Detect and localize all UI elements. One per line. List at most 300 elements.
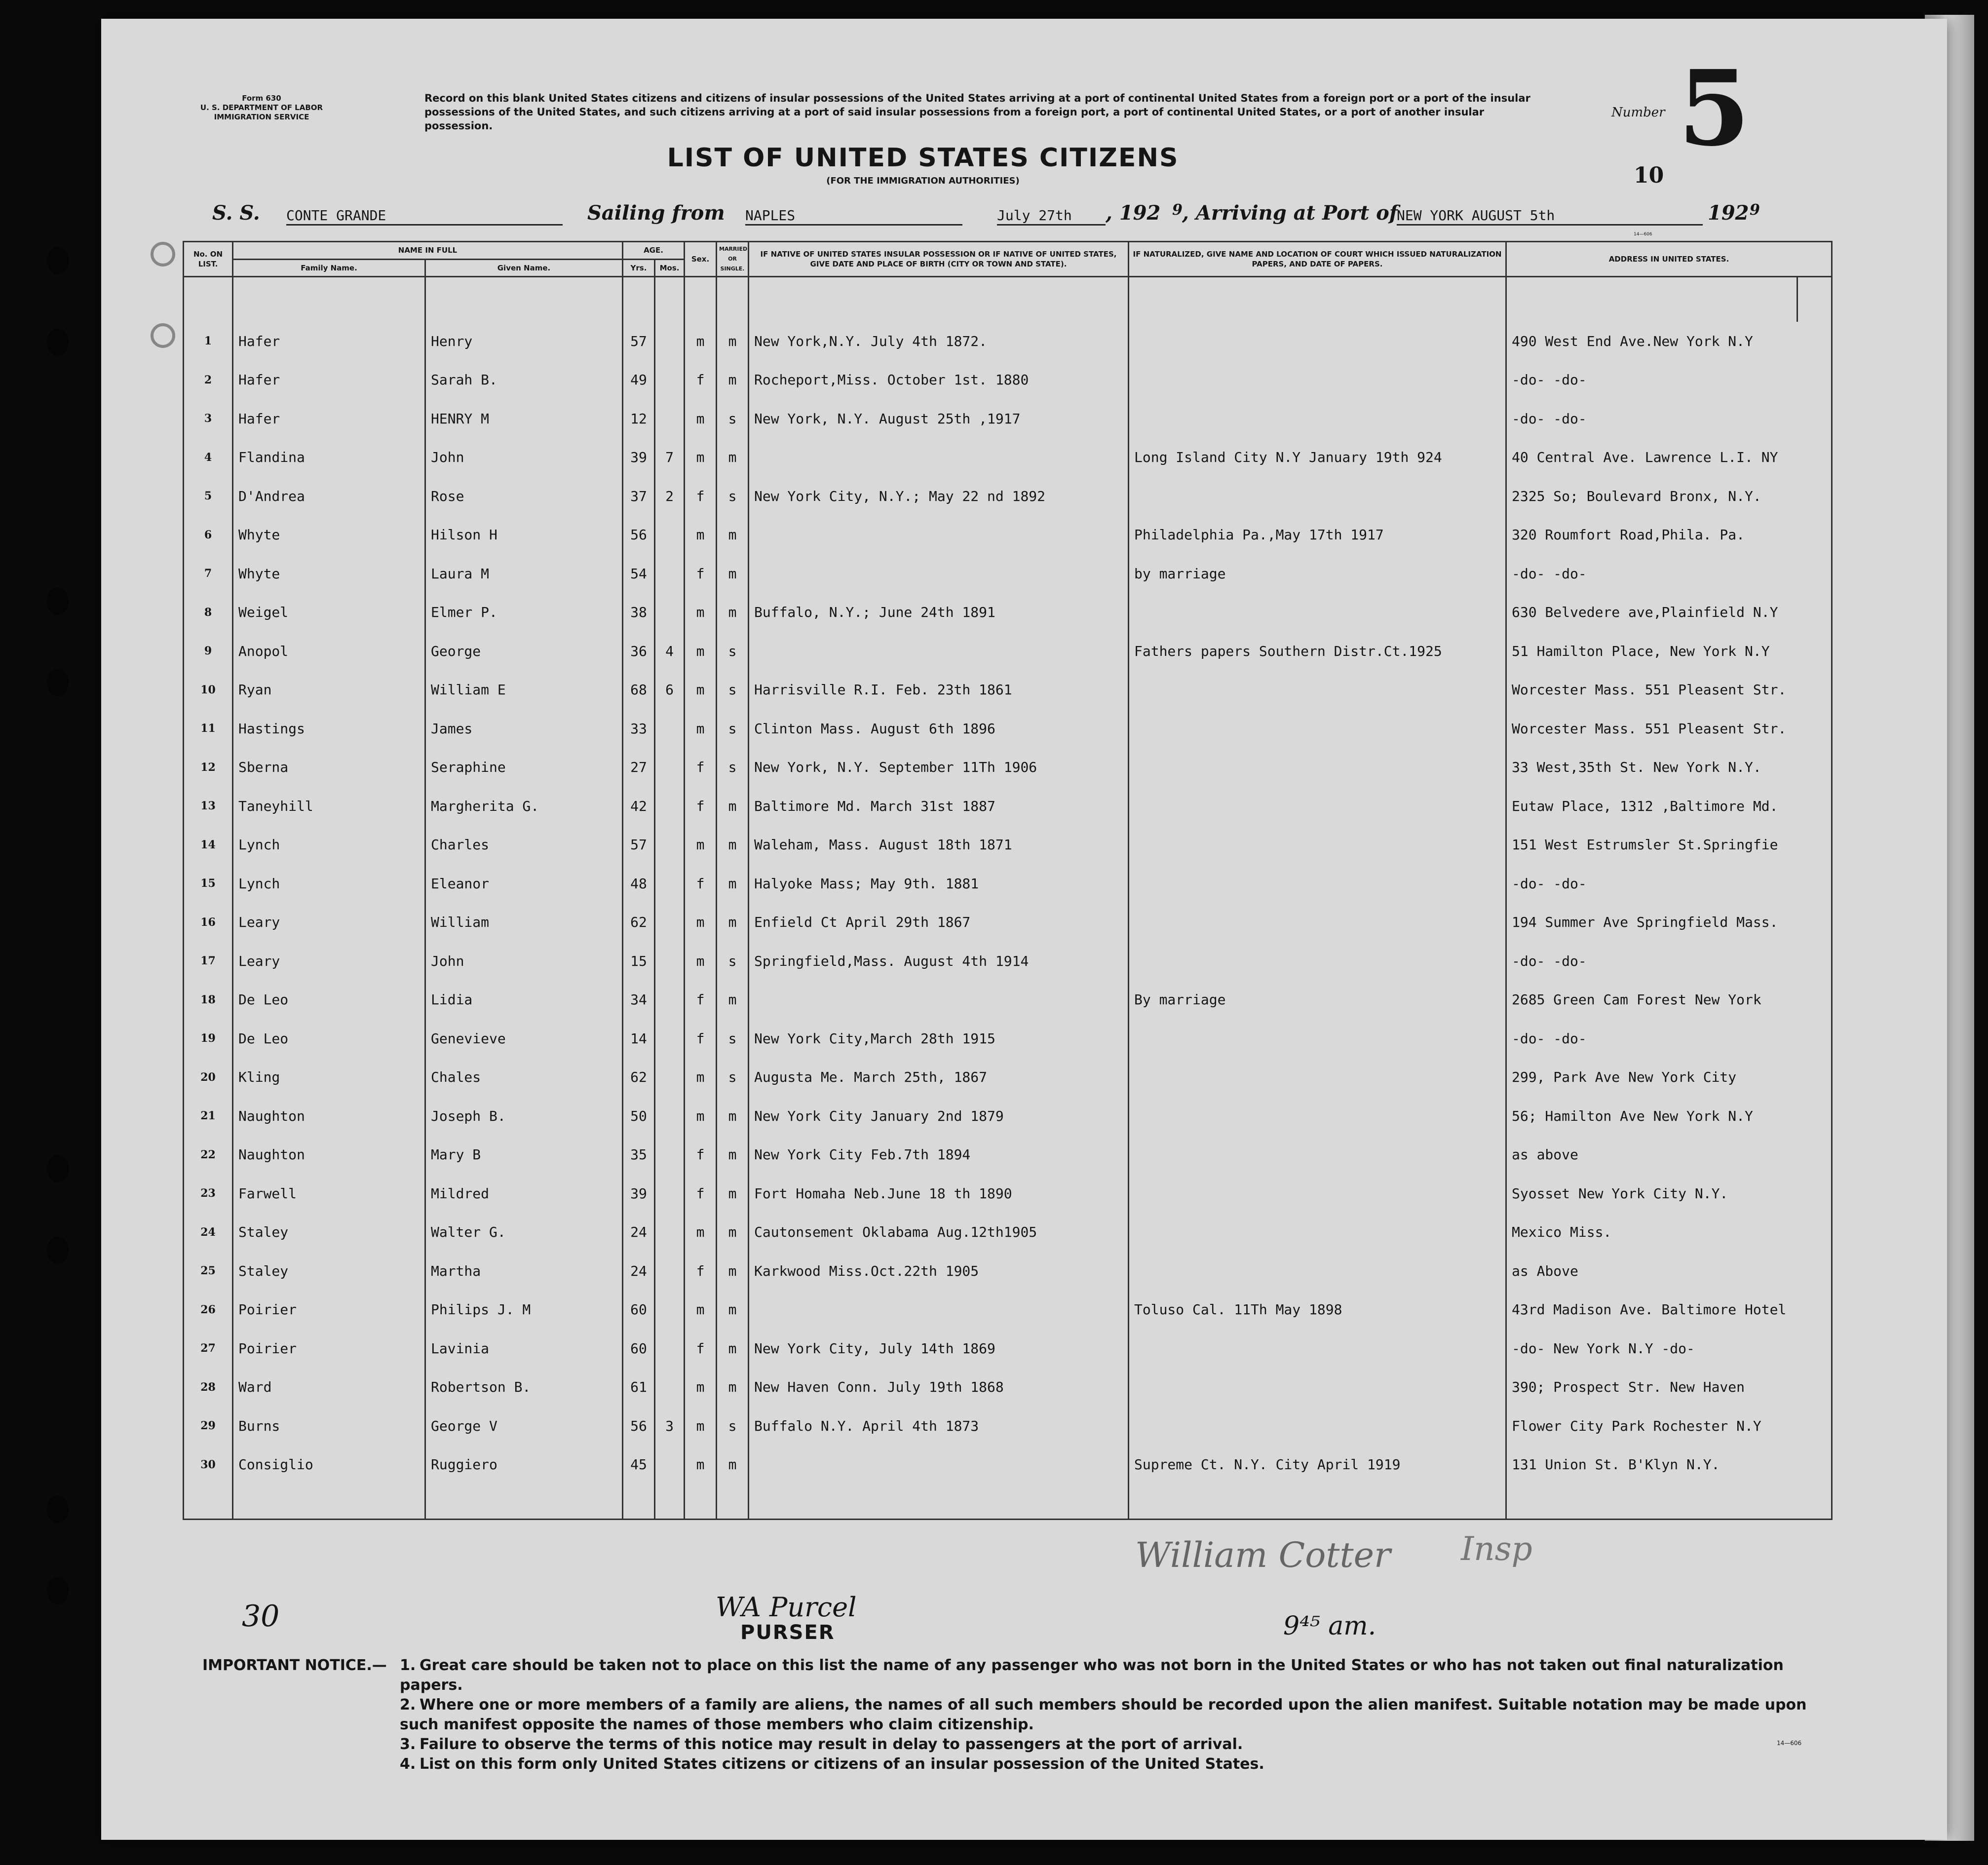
- year-digit-2: 9: [1750, 201, 1760, 219]
- naturalization-details: By marriage: [1129, 981, 1506, 1020]
- row-number: 15: [184, 864, 233, 903]
- age-years: 62: [623, 1058, 655, 1097]
- table-row: [184, 709, 1832, 748]
- binder-hole: [47, 1495, 69, 1523]
- family-name: Poirier: [233, 1291, 425, 1330]
- sex: [685, 1407, 717, 1446]
- family-name: Leary: [233, 903, 425, 942]
- naturalization-details: [1129, 1407, 1506, 1446]
- given-name: Seraphine: [425, 748, 623, 787]
- family-name: Hastings: [233, 709, 425, 748]
- birth-details: Karkwood Miss.Oct.22th 1905: [749, 1252, 1129, 1291]
- age-years: 61: [623, 1368, 655, 1407]
- table-row: [184, 322, 1832, 361]
- family-name: Hafer: [233, 399, 425, 438]
- sex: [685, 632, 717, 671]
- binder-hole: [47, 1155, 69, 1182]
- sex: [685, 1058, 717, 1097]
- age-years: 38: [623, 593, 655, 632]
- family-name: Lynch: [233, 826, 425, 865]
- age-months: 2: [655, 477, 685, 516]
- row-number: 29: [184, 1407, 233, 1446]
- sex: [685, 322, 717, 361]
- given-name: Hilson H: [425, 516, 623, 555]
- sex: [685, 438, 717, 477]
- sex: [685, 361, 717, 400]
- sex: [685, 1097, 717, 1136]
- sex-value: m: [696, 1456, 705, 1473]
- notice-item: [400, 1695, 1831, 1735]
- row-number: 9: [184, 632, 233, 671]
- age-years: 14: [623, 1019, 655, 1058]
- marital-status: m: [717, 981, 749, 1020]
- address: Flower City Park Rochester N.Y: [1506, 1407, 1832, 1446]
- sex-value: m: [696, 449, 705, 466]
- birth-details: New York, N.Y. August 25th ,1917: [749, 399, 1129, 438]
- notice-text: Failure to observe the terms of this notice may result in delay to passengers at the port of arrival.: [420, 1736, 1243, 1753]
- age-months: [655, 593, 685, 632]
- row-number: 27: [184, 1329, 233, 1368]
- age-years: 54: [623, 554, 655, 593]
- row-number: 3: [184, 399, 233, 438]
- given-name: Genevieve: [425, 1019, 623, 1058]
- address: 151 West Estrumsler St.Springfie: [1506, 826, 1832, 865]
- sex-value: m: [696, 837, 705, 853]
- naturalization-details: [1129, 1136, 1506, 1175]
- row-number: 18: [184, 981, 233, 1020]
- family-name: Ryan: [233, 671, 425, 710]
- age-months: [655, 1291, 685, 1330]
- ss-label: S. S.: [212, 201, 260, 225]
- naturalization-details: by marriage: [1129, 554, 1506, 593]
- row-number: 4: [184, 438, 233, 477]
- sex-value: m: [696, 1224, 705, 1241]
- age-months: [655, 787, 685, 826]
- row-number: 16: [184, 903, 233, 942]
- age-months: 3: [655, 1407, 685, 1446]
- sex: [685, 593, 717, 632]
- table-row: [184, 554, 1832, 593]
- birth-details: New York City January 2nd 1879: [749, 1097, 1129, 1136]
- birth-details: Buffalo N.Y. April 4th 1873: [749, 1407, 1129, 1446]
- sex: [685, 1329, 717, 1368]
- birth-details: Waleham, Mass. August 18th 1871: [749, 826, 1129, 865]
- age-years: 42: [623, 787, 655, 826]
- table-row: [184, 1213, 1832, 1252]
- given-name: Henry: [425, 322, 623, 361]
- table-row: [184, 361, 1832, 400]
- row-number: 5: [184, 477, 233, 516]
- birth-details: New York City Feb.7th 1894: [749, 1136, 1129, 1175]
- sex: [685, 826, 717, 865]
- notice-item: [400, 1754, 1831, 1774]
- birth-details: [749, 981, 1129, 1020]
- row-number: 7: [184, 554, 233, 593]
- table-row: [184, 477, 1832, 516]
- age-years: 60: [623, 1329, 655, 1368]
- passenger-count: 30: [242, 1599, 280, 1634]
- purser-label: PURSER: [740, 1621, 835, 1644]
- marital-status: m: [717, 826, 749, 865]
- age-years: 24: [623, 1213, 655, 1252]
- given-name: William: [425, 903, 623, 942]
- table-row: [184, 903, 1832, 942]
- sex: [685, 477, 717, 516]
- marital-status: m: [717, 438, 749, 477]
- age-months: 7: [655, 438, 685, 477]
- sex: [685, 1019, 717, 1058]
- notice-text: Great care should be taken not to place on this list the name of any passenger who was not born in the United States or who has not taken out final naturalization papers.: [400, 1657, 1784, 1694]
- birth-details: Fort Homaha Neb.June 18 th 1890: [749, 1174, 1129, 1213]
- birth-details: Clinton Mass. August 6th 1896: [749, 709, 1129, 748]
- marital-status: m: [717, 1213, 749, 1252]
- blank-row: [184, 1484, 1832, 1520]
- naturalization-details: [1129, 399, 1506, 438]
- page-subtitle: (FOR THE IMMIGRATION AUTHORITIES): [826, 176, 1020, 186]
- marital-status: m: [717, 593, 749, 632]
- given-name: Sarah B.: [425, 361, 623, 400]
- address: 2325 So; Boulevard Bronx, N.Y.: [1506, 477, 1832, 516]
- marital-status: s: [717, 1058, 749, 1097]
- age-months: [655, 709, 685, 748]
- given-name: Elmer P.: [425, 593, 623, 632]
- sex-value: f: [696, 1262, 705, 1279]
- sex: [685, 1136, 717, 1175]
- birth-details: [749, 1446, 1129, 1484]
- naturalization-details: [1129, 477, 1506, 516]
- family-name: Naughton: [233, 1136, 425, 1175]
- address: 630 Belvedere ave,Plainfield N.Y: [1506, 593, 1832, 632]
- notice-number: 3.: [400, 1736, 416, 1753]
- marital-status: m: [717, 864, 749, 903]
- naturalization-details: [1129, 671, 1506, 710]
- binder-hole: [47, 669, 69, 696]
- address: 2685 Green Cam Forest New York: [1506, 981, 1832, 1020]
- family-name: De Leo: [233, 1019, 425, 1058]
- address: -do- -do-: [1506, 361, 1832, 400]
- family-name: De Leo: [233, 981, 425, 1020]
- row-number: 20: [184, 1058, 233, 1097]
- given-name: Walter G.: [425, 1213, 623, 1252]
- age-months: [655, 903, 685, 942]
- age-years: 15: [623, 942, 655, 981]
- age-months: [655, 826, 685, 865]
- col-family-name: Family Name.: [233, 259, 425, 277]
- age-years: 37: [623, 477, 655, 516]
- family-name: Ward: [233, 1368, 425, 1407]
- marital-status: m: [717, 903, 749, 942]
- address: 56; Hamilton Ave New York N.Y: [1506, 1097, 1832, 1136]
- inspector-initials: Insp: [1461, 1530, 1532, 1568]
- col-sex: Sex.: [685, 242, 717, 277]
- row-number: 6: [184, 516, 233, 555]
- marital-status: s: [717, 1019, 749, 1058]
- sex: [685, 864, 717, 903]
- sex-value: f: [696, 1030, 705, 1047]
- handwritten-time: 9⁴⁵ am.: [1283, 1611, 1376, 1641]
- row-number: 22: [184, 1136, 233, 1175]
- age-months: [655, 1213, 685, 1252]
- row-number: 19: [184, 1019, 233, 1058]
- sex: [685, 1252, 717, 1291]
- family-name: Consiglio: [233, 1446, 425, 1484]
- sex: [685, 903, 717, 942]
- given-name: Joseph B.: [425, 1097, 623, 1136]
- row-number: 13: [184, 787, 233, 826]
- family-name: Lynch: [233, 864, 425, 903]
- table-row: [184, 981, 1832, 1020]
- row-number: 1: [184, 322, 233, 361]
- marital-status: s: [717, 748, 749, 787]
- col-married: MARRIED OR SINGLE.: [717, 242, 749, 277]
- family-name: Farwell: [233, 1174, 425, 1213]
- binder-hole: [47, 1236, 69, 1264]
- notice-number: 2.: [400, 1696, 416, 1713]
- marital-status: m: [717, 1252, 749, 1291]
- naturalization-details: [1129, 1097, 1506, 1136]
- birth-details: Halyoke Mass; May 9th. 1881: [749, 864, 1129, 903]
- family-name: Staley: [233, 1252, 425, 1291]
- given-name: HENRY M: [425, 399, 623, 438]
- notice-text: Where one or more members of a family are aliens, the names of all such members should be recorded upon the alien manifest. Suitable notation may be made upon such manifest opposite the names of those members who claim citizenship.: [400, 1696, 1807, 1733]
- marital-status: s: [717, 671, 749, 710]
- table-row: [184, 671, 1832, 710]
- naturalization-details: [1129, 942, 1506, 981]
- marital-status: m: [717, 1446, 749, 1484]
- table-row: [184, 399, 1832, 438]
- col-mos: Mos.: [655, 259, 685, 277]
- sex-value: m: [696, 720, 705, 737]
- year-prefix-2: 192: [1708, 201, 1749, 225]
- sailing-label: Sailing from: [587, 201, 725, 225]
- given-name: Rose: [425, 477, 623, 516]
- age-months: [655, 1097, 685, 1136]
- family-name: Flandina: [233, 438, 425, 477]
- sex-value: m: [696, 1069, 705, 1086]
- row-number: 2: [184, 361, 233, 400]
- table-row: [184, 1368, 1832, 1407]
- birth-details: New Haven Conn. July 19th 1868: [749, 1368, 1129, 1407]
- col-age: AGE.: [623, 242, 685, 260]
- address: Worcester Mass. 551 Pleasent Str.: [1506, 709, 1832, 748]
- address: 390; Prospect Str. New Haven: [1506, 1368, 1832, 1407]
- naturalization-details: [1129, 1058, 1506, 1097]
- sex: [685, 1291, 717, 1330]
- age-years: 48: [623, 864, 655, 903]
- address: 299, Park Ave New York City: [1506, 1058, 1832, 1097]
- family-name: Burns: [233, 1407, 425, 1446]
- table-row: [184, 1058, 1832, 1097]
- marital-status: s: [717, 477, 749, 516]
- notice-number: 4.: [400, 1755, 416, 1773]
- given-name: James: [425, 709, 623, 748]
- col-naturalized: IF NATURALIZED, GIVE NAME AND LOCATION OF COURT WHICH ISSUED NATURALIZATION PAPERS, AND DATE OF PAPERS.: [1129, 242, 1506, 277]
- age-months: [655, 981, 685, 1020]
- given-name: Robertson B.: [425, 1368, 623, 1407]
- birth-details: [749, 554, 1129, 593]
- age-months: [655, 864, 685, 903]
- sex: [685, 554, 717, 593]
- naturalization-details: Philadelphia Pa.,May 17th 1917: [1129, 516, 1506, 555]
- age-months: [655, 322, 685, 361]
- family-name: Whyte: [233, 554, 425, 593]
- sex-value: m: [696, 604, 705, 621]
- naturalization-details: [1129, 1252, 1506, 1291]
- marital-status: m: [717, 1174, 749, 1213]
- list-number: 5: [1678, 47, 1751, 169]
- age-months: [655, 942, 685, 981]
- table-row: [184, 516, 1832, 555]
- address: -do- -do-: [1506, 864, 1832, 903]
- row-number: 11: [184, 709, 233, 748]
- address: 33 West,35th St. New York N.Y.: [1506, 748, 1832, 787]
- family-name: Taneyhill: [233, 787, 425, 826]
- col-address: ADDRESS IN UNITED STATES.: [1506, 242, 1832, 277]
- sex-value: f: [696, 1185, 705, 1202]
- record-instructions: Record on this blank United States citizens and citizens of insular possessions of the United States arriving at a port of continental United States from a foreign port or a port of the insular possessions of the United States, and such citizens arriving at a port of said insular possessions from a foreign port, a port of continental United States, or a port of another insular possession.: [424, 92, 1530, 132]
- age-months: [655, 1019, 685, 1058]
- sex-value: m: [696, 333, 705, 349]
- col-name-in-full: NAME IN FULL: [233, 242, 623, 260]
- birth-details: New York,N.Y. July 4th 1872.: [749, 322, 1129, 361]
- table-row: [184, 1291, 1832, 1330]
- table-row: [184, 1097, 1832, 1136]
- page-number: 10: [1634, 163, 1664, 188]
- marital-status: m: [717, 1097, 749, 1136]
- sex-value: m: [696, 1301, 705, 1318]
- given-name: Mary B: [425, 1136, 623, 1175]
- table-row: [184, 826, 1832, 865]
- family-name: Weigel: [233, 593, 425, 632]
- form-code: 14—606: [1777, 1740, 1802, 1747]
- naturalization-details: Supreme Ct. N.Y. City April 1919: [1129, 1446, 1506, 1484]
- row-number: 8: [184, 593, 233, 632]
- age-months: 4: [655, 632, 685, 671]
- marital-status: s: [717, 1407, 749, 1446]
- sex: [685, 1174, 717, 1213]
- sex-value: f: [696, 372, 705, 388]
- sex-value: f: [696, 875, 705, 892]
- sex-value: m: [696, 410, 705, 427]
- table-row: [184, 1329, 1832, 1368]
- address: -do- -do-: [1506, 942, 1832, 981]
- age-years: 12: [623, 399, 655, 438]
- age-years: 33: [623, 709, 655, 748]
- birth-details: New York City, July 14th 1869: [749, 1329, 1129, 1368]
- sex-value: f: [696, 759, 705, 776]
- birth-details: New York, N.Y. September 11Th 1906: [749, 748, 1129, 787]
- age-years: 34: [623, 981, 655, 1020]
- family-name: Kling: [233, 1058, 425, 1097]
- naturalization-details: [1129, 1329, 1506, 1368]
- year-prefix-1: , 192: [1106, 201, 1161, 225]
- family-name: Naughton: [233, 1097, 425, 1136]
- given-name: John: [425, 942, 623, 981]
- table-row: [184, 1252, 1832, 1291]
- departure-date: July 27th: [997, 207, 1106, 226]
- row-number: 12: [184, 748, 233, 787]
- form-identifier: [143, 94, 380, 122]
- given-name: Mildred: [425, 1174, 623, 1213]
- form-number: Form 630: [242, 94, 281, 103]
- address: Worcester Mass. 551 Pleasent Str.: [1506, 671, 1832, 710]
- birth-details: [749, 1291, 1129, 1330]
- year-digit-1: 9: [1172, 201, 1183, 219]
- passenger-rows: [184, 277, 1832, 1520]
- naturalization-details: [1129, 748, 1506, 787]
- age-months: 6: [655, 671, 685, 710]
- sex-value: m: [696, 1379, 705, 1396]
- naturalization-details: [1129, 903, 1506, 942]
- family-name: Sberna: [233, 748, 425, 787]
- passenger-table: [183, 241, 1833, 1520]
- sex-value: m: [696, 1107, 705, 1124]
- naturalization-details: Toluso Cal. 11Th May 1898: [1129, 1291, 1506, 1330]
- row-number: 28: [184, 1368, 233, 1407]
- sex: [685, 748, 717, 787]
- age-years: 39: [623, 438, 655, 477]
- marital-status: m: [717, 787, 749, 826]
- family-name: Poirier: [233, 1329, 425, 1368]
- purser-signature: WA Purcel: [716, 1592, 857, 1623]
- naturalization-details: Fathers papers Southern Distr.Ct.1925: [1129, 632, 1506, 671]
- sex-value: m: [696, 952, 705, 969]
- age-years: 49: [623, 361, 655, 400]
- age-years: 57: [623, 826, 655, 865]
- notice-lead: IMPORTANT NOTICE.—: [202, 1657, 387, 1674]
- given-name: Ruggiero: [425, 1446, 623, 1484]
- row-number: 10: [184, 671, 233, 710]
- sex: [685, 1446, 717, 1484]
- col-yrs: Yrs.: [623, 259, 655, 277]
- age-years: 60: [623, 1291, 655, 1330]
- address: -do- -do-: [1506, 554, 1832, 593]
- given-name: George V: [425, 1407, 623, 1446]
- marital-status: m: [717, 1291, 749, 1330]
- naturalization-details: [1129, 787, 1506, 826]
- age-years: 39: [623, 1174, 655, 1213]
- birth-details: New York City,March 28th 1915: [749, 1019, 1129, 1058]
- family-name: Hafer: [233, 322, 425, 361]
- table-row: [184, 787, 1832, 826]
- naturalization-details: [1129, 1019, 1506, 1058]
- printer-mark: 14—606: [1634, 232, 1652, 237]
- birth-details: Buffalo, N.Y.; June 24th 1891: [749, 593, 1129, 632]
- given-name: William E: [425, 671, 623, 710]
- punch-mark: [151, 242, 175, 266]
- age-years: 24: [623, 1252, 655, 1291]
- table-row: [184, 1446, 1832, 1484]
- address: 131 Union St. B'Klyn N.Y.: [1506, 1446, 1832, 1484]
- row-number: 14: [184, 826, 233, 865]
- sex: [685, 1213, 717, 1252]
- age-months: [655, 1368, 685, 1407]
- table-row: [184, 942, 1832, 981]
- table-row: [184, 1174, 1832, 1213]
- row-number: 17: [184, 942, 233, 981]
- sex-value: f: [696, 991, 705, 1008]
- given-name: Philips J. M: [425, 1291, 623, 1330]
- row-number: 26: [184, 1291, 233, 1330]
- table-row: [184, 1136, 1832, 1175]
- age-years: 56: [623, 516, 655, 555]
- given-name: Margherita G.: [425, 787, 623, 826]
- address: 320 Roumfort Road,Phila. Pa.: [1506, 516, 1832, 555]
- table-row: [184, 864, 1832, 903]
- naturalization-details: Long Island City N.Y January 19th 924: [1129, 438, 1506, 477]
- naturalization-details: [1129, 864, 1506, 903]
- marital-status: m: [717, 516, 749, 555]
